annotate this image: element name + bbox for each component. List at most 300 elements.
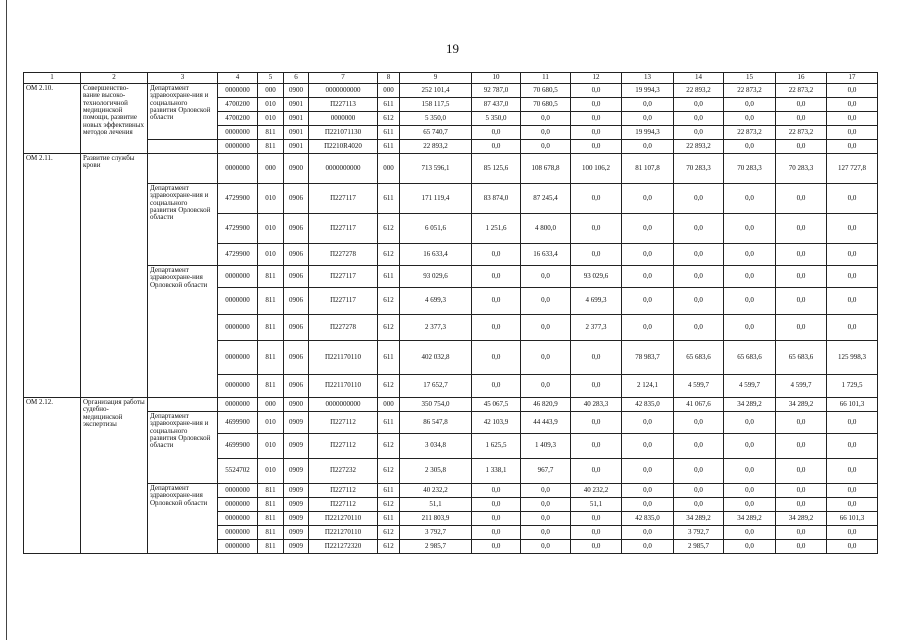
value-cell: 000 (258, 84, 284, 98)
table-row (24, 184, 878, 214)
table-row (24, 398, 878, 412)
value-cell: 0000000 (218, 398, 258, 412)
administrator-cell (148, 154, 218, 184)
administrator-cell: Департамент здравоохране-ния Орловской области (148, 266, 218, 398)
value-cell: 0,0 (776, 412, 827, 434)
value-cell: 0,0 (827, 140, 878, 154)
value-cell: 0000000 (218, 540, 258, 554)
value-cell: 158 117,5 (400, 98, 472, 112)
value-cell: 100 106,2 (571, 154, 622, 184)
value-cell: 4 599,7 (724, 375, 776, 398)
value-cell: 0,0 (776, 459, 827, 484)
value-cell: 0,0 (472, 526, 521, 540)
value-cell: 0,0 (776, 434, 827, 459)
value-cell: 402 032,8 (400, 341, 472, 375)
value-cell: 000 (378, 84, 400, 98)
value-cell: 0906 (284, 214, 309, 244)
value-cell: 3 792,7 (400, 526, 472, 540)
value-cell: 40 232,2 (400, 484, 472, 498)
value-cell: 2 985,7 (400, 540, 472, 554)
value-cell: 0000000 (218, 315, 258, 341)
value-cell: 0,0 (472, 375, 521, 398)
value-cell: П227112 (309, 484, 378, 498)
value-cell: 93 029,6 (571, 266, 622, 288)
value-cell: 0,0 (622, 526, 674, 540)
value-cell: 0906 (284, 341, 309, 375)
header-cell: 7 (309, 73, 378, 84)
value-cell: 0,0 (776, 315, 827, 341)
value-cell: 612 (378, 244, 400, 266)
value-cell: 19 994,3 (622, 84, 674, 98)
value-cell: 65 740,7 (400, 126, 472, 140)
value-cell: П227113 (309, 98, 378, 112)
value-cell: 0,0 (622, 540, 674, 554)
value-cell: 612 (378, 375, 400, 398)
value-cell: 611 (378, 126, 400, 140)
value-cell: 0000000 (309, 112, 378, 126)
value-cell: 0,0 (622, 412, 674, 434)
value-cell: 0,0 (724, 140, 776, 154)
value-cell: 000 (258, 398, 284, 412)
value-cell: 0,0 (827, 98, 878, 112)
value-cell: 252 101,4 (400, 84, 472, 98)
value-cell: 81 107,8 (622, 154, 674, 184)
value-cell: 5524702 (218, 459, 258, 484)
value-cell: 4729900 (218, 244, 258, 266)
value-cell: 0000000 (218, 512, 258, 526)
value-cell: 5 350,0 (400, 112, 472, 126)
value-cell: 0,0 (827, 459, 878, 484)
value-cell: 0,0 (622, 140, 674, 154)
table-row (24, 412, 878, 434)
value-cell: 0,0 (622, 214, 674, 244)
header-cell: 17 (827, 73, 878, 84)
value-cell: 611 (378, 184, 400, 214)
value-cell: 0906 (284, 288, 309, 315)
value-cell: 108 678,8 (521, 154, 571, 184)
value-cell: 0,0 (622, 112, 674, 126)
value-cell: 42 103,9 (472, 412, 521, 434)
value-cell: 0000000 (218, 84, 258, 98)
value-cell: 0,0 (724, 112, 776, 126)
value-cell: 3 034,8 (400, 434, 472, 459)
value-cell: 0000000 (218, 140, 258, 154)
value-cell: 0,0 (571, 459, 622, 484)
value-cell: 22 873,2 (724, 84, 776, 98)
header-row (24, 73, 878, 84)
value-cell: 010 (258, 98, 284, 112)
value-cell: 0,0 (622, 315, 674, 341)
value-cell: 0000000 (218, 288, 258, 315)
value-cell: 0,0 (571, 98, 622, 112)
value-cell: 66 101,3 (827, 512, 878, 526)
value-cell: 0,0 (674, 244, 724, 266)
value-cell: 87 437,0 (472, 98, 521, 112)
value-cell: 0,0 (776, 498, 827, 512)
value-cell: 0906 (284, 266, 309, 288)
value-cell: 612 (378, 288, 400, 315)
value-cell: П227117 (309, 184, 378, 214)
value-cell: 0,0 (622, 244, 674, 266)
value-cell: 41 067,6 (674, 398, 724, 412)
header-cell: 5 (258, 73, 284, 84)
value-cell: П221071130 (309, 126, 378, 140)
value-cell: 0909 (284, 526, 309, 540)
value-cell: 127 727,8 (827, 154, 878, 184)
value-cell: 0,0 (776, 540, 827, 554)
value-cell: 0,0 (674, 214, 724, 244)
value-cell: 0909 (284, 484, 309, 498)
value-cell: 811 (258, 484, 284, 498)
value-cell: 0,0 (724, 266, 776, 288)
value-cell: 0000000 (218, 484, 258, 498)
value-cell: 000 (258, 154, 284, 184)
value-cell: 0,0 (776, 184, 827, 214)
value-cell: 0,0 (571, 434, 622, 459)
value-cell: 0,0 (674, 498, 724, 512)
value-cell: 811 (258, 540, 284, 554)
value-cell: 0,0 (571, 512, 622, 526)
value-cell: 0,0 (674, 484, 724, 498)
value-cell: 0,0 (674, 288, 724, 315)
value-cell: 78 983,7 (622, 341, 674, 375)
value-cell: П221270110 (309, 512, 378, 526)
value-cell: 4699900 (218, 434, 258, 459)
value-cell: 010 (258, 412, 284, 434)
value-cell: 0,0 (472, 126, 521, 140)
value-cell: 0,0 (521, 288, 571, 315)
value-cell: 0,0 (827, 434, 878, 459)
value-cell: П227112 (309, 434, 378, 459)
value-cell: 0,0 (827, 112, 878, 126)
value-cell: 0,0 (674, 434, 724, 459)
value-cell: 92 787,0 (472, 84, 521, 98)
value-cell: 0,0 (622, 434, 674, 459)
value-cell: 0000000 (218, 154, 258, 184)
table-row (24, 140, 878, 154)
value-cell: 611 (378, 98, 400, 112)
value-cell: 0900 (284, 398, 309, 412)
value-cell: 0,0 (571, 412, 622, 434)
value-cell: 612 (378, 459, 400, 484)
value-cell: 010 (258, 112, 284, 126)
value-cell: 0,0 (472, 140, 521, 154)
header-cell: 6 (284, 73, 309, 84)
value-cell: 611 (378, 484, 400, 498)
value-cell: 1 251,6 (472, 214, 521, 244)
value-cell: П227112 (309, 412, 378, 434)
value-cell: 0,0 (724, 540, 776, 554)
value-cell: 1 625,5 (472, 434, 521, 459)
value-cell: 0,0 (724, 412, 776, 434)
value-cell: 811 (258, 498, 284, 512)
value-cell: 0,0 (827, 540, 878, 554)
value-cell: 0,0 (622, 98, 674, 112)
value-cell: 0901 (284, 112, 309, 126)
value-cell: 6 051,6 (400, 214, 472, 244)
value-cell: 0,0 (521, 526, 571, 540)
value-cell: 0900 (284, 84, 309, 98)
value-cell: 22 873,2 (724, 126, 776, 140)
value-cell: 000 (378, 398, 400, 412)
value-cell: 612 (378, 540, 400, 554)
administrator-cell: Департамент здравоохране-ния и социального развития Орловской области (148, 84, 218, 140)
value-cell: 0,0 (776, 214, 827, 244)
measure-code: ОМ 2.11. (24, 154, 81, 398)
value-cell: 611 (378, 140, 400, 154)
value-cell: 70 283,3 (776, 154, 827, 184)
value-cell: 0,0 (521, 140, 571, 154)
value-cell: 612 (378, 526, 400, 540)
value-cell: 45 067,5 (472, 398, 521, 412)
header-cell: 3 (148, 73, 218, 84)
value-cell: 612 (378, 112, 400, 126)
header-cell: 14 (674, 73, 724, 84)
value-cell: 0,0 (776, 266, 827, 288)
value-cell: 0,0 (674, 112, 724, 126)
value-cell: 40 283,3 (571, 398, 622, 412)
value-cell: 811 (258, 126, 284, 140)
value-cell: 0906 (284, 315, 309, 341)
value-cell: П221270110 (309, 526, 378, 540)
value-cell: 0,0 (724, 98, 776, 112)
value-cell: П227278 (309, 315, 378, 341)
value-cell: 010 (258, 184, 284, 214)
value-cell: 4729900 (218, 184, 258, 214)
header-cell: 10 (472, 73, 521, 84)
value-cell: 83 874,0 (472, 184, 521, 214)
value-cell: 0,0 (571, 126, 622, 140)
header-cell: 12 (571, 73, 622, 84)
value-cell: 0,0 (827, 244, 878, 266)
value-cell: 0906 (284, 184, 309, 214)
header-cell: 1 (24, 73, 81, 84)
value-cell: 1 409,3 (521, 434, 571, 459)
value-cell: 0000000 (218, 498, 258, 512)
value-cell: 0,0 (724, 214, 776, 244)
measure-code: ОМ 2.12. (24, 398, 81, 554)
value-cell: 0,0 (827, 184, 878, 214)
value-cell: П221170110 (309, 341, 378, 375)
value-cell: 4 699,3 (400, 288, 472, 315)
value-cell: 70 680,5 (521, 98, 571, 112)
value-cell: П227278 (309, 244, 378, 266)
value-cell: 611 (378, 266, 400, 288)
value-cell: 811 (258, 375, 284, 398)
value-cell: 0,0 (776, 112, 827, 126)
value-cell: 0,0 (724, 244, 776, 266)
value-cell: 811 (258, 315, 284, 341)
header-cell: 16 (776, 73, 827, 84)
value-cell: П221272320 (309, 540, 378, 554)
value-cell: 0,0 (674, 126, 724, 140)
value-cell: 4 599,7 (776, 375, 827, 398)
value-cell: 0909 (284, 540, 309, 554)
value-cell: 1 729,5 (827, 375, 878, 398)
value-cell: 0,0 (521, 484, 571, 498)
value-cell: 22 893,2 (674, 84, 724, 98)
value-cell: 5 350,0 (472, 112, 521, 126)
measure-name: Организация работы судебно-медицинской экспертизы (81, 398, 148, 554)
administrator-cell: Департамент здравоохране-ния и социального развития Орловской области (148, 184, 218, 266)
table-row (24, 484, 878, 498)
value-cell: 0,0 (571, 244, 622, 266)
value-cell: 611 (378, 412, 400, 434)
value-cell: 811 (258, 140, 284, 154)
value-cell: 811 (258, 266, 284, 288)
value-cell: 010 (258, 244, 284, 266)
value-cell: 34 289,2 (724, 398, 776, 412)
value-cell: 0900 (284, 154, 309, 184)
value-cell: 3 792,7 (674, 526, 724, 540)
value-cell: 93 029,6 (400, 266, 472, 288)
value-cell: 42 835,0 (622, 512, 674, 526)
value-cell: 171 119,4 (400, 184, 472, 214)
value-cell: 0,0 (776, 244, 827, 266)
value-cell: 0,0 (521, 266, 571, 288)
value-cell: 0909 (284, 512, 309, 526)
value-cell: 0,0 (472, 498, 521, 512)
value-cell: 0,0 (571, 112, 622, 126)
value-cell: П227232 (309, 459, 378, 484)
value-cell: 85 125,6 (472, 154, 521, 184)
value-cell: 16 633,4 (400, 244, 472, 266)
administrator-cell (148, 140, 218, 154)
value-cell: 0,0 (622, 498, 674, 512)
value-cell: 811 (258, 288, 284, 315)
budget-table (23, 72, 878, 554)
value-cell: 0,0 (724, 184, 776, 214)
value-cell: 0,0 (674, 315, 724, 341)
value-cell: 811 (258, 512, 284, 526)
value-cell: 70 680,5 (521, 84, 571, 98)
value-cell: 4699900 (218, 412, 258, 434)
value-cell: 42 835,0 (622, 398, 674, 412)
value-cell: 612 (378, 498, 400, 512)
value-cell: 70 283,3 (724, 154, 776, 184)
administrator-cell: Департамент здравоохране-ния Орловской области (148, 484, 218, 554)
header-cell: 2 (81, 73, 148, 84)
header-cell: 8 (378, 73, 400, 84)
value-cell: 0000000 (218, 266, 258, 288)
value-cell: 0,0 (724, 484, 776, 498)
value-cell: 0000000 (218, 126, 258, 140)
value-cell: 0906 (284, 244, 309, 266)
value-cell: 86 547,8 (400, 412, 472, 434)
value-cell: 19 994,3 (622, 126, 674, 140)
value-cell: 65 683,6 (724, 341, 776, 375)
value-cell: 0,0 (827, 266, 878, 288)
value-cell: 0,0 (827, 126, 878, 140)
value-cell: 0,0 (827, 412, 878, 434)
value-cell: 811 (258, 341, 284, 375)
value-cell: 0,0 (472, 512, 521, 526)
value-cell: 0,0 (724, 288, 776, 315)
value-cell: 0000000000 (309, 398, 378, 412)
value-cell: 010 (258, 459, 284, 484)
header-cell: 9 (400, 73, 472, 84)
value-cell: П227117 (309, 266, 378, 288)
value-cell: 0,0 (571, 341, 622, 375)
value-cell: 0,0 (827, 315, 878, 341)
value-cell: 0,0 (827, 84, 878, 98)
value-cell: 44 443,9 (521, 412, 571, 434)
value-cell: 0,0 (472, 484, 521, 498)
value-cell: 0000000 (218, 526, 258, 540)
value-cell: 0906 (284, 375, 309, 398)
value-cell: 0,0 (724, 459, 776, 484)
value-cell: 2 124,1 (622, 375, 674, 398)
value-cell: 51,1 (400, 498, 472, 512)
value-cell: 0,0 (776, 140, 827, 154)
value-cell: 0,0 (472, 244, 521, 266)
value-cell: 0,0 (472, 540, 521, 554)
value-cell: 4729900 (218, 214, 258, 244)
value-cell: 0,0 (776, 526, 827, 540)
header-cell: 11 (521, 73, 571, 84)
value-cell: 611 (378, 512, 400, 526)
value-cell: 4 699,3 (571, 288, 622, 315)
value-cell: 0,0 (724, 498, 776, 512)
value-cell: 0909 (284, 412, 309, 434)
value-cell: 0000000000 (309, 84, 378, 98)
value-cell: 0,0 (521, 498, 571, 512)
value-cell: 1 338,1 (472, 459, 521, 484)
value-cell: 0,0 (521, 540, 571, 554)
header-cell: 15 (724, 73, 776, 84)
header-cell: 4 (218, 73, 258, 84)
value-cell: П227112 (309, 498, 378, 512)
value-cell: 0,0 (827, 526, 878, 540)
value-cell: 0,0 (571, 375, 622, 398)
value-cell: 0,0 (674, 98, 724, 112)
measure-name: Развитие службы крови (81, 154, 148, 398)
value-cell: П227117 (309, 214, 378, 244)
value-cell: 0,0 (776, 484, 827, 498)
value-cell: 51,1 (571, 498, 622, 512)
value-cell: 22 893,2 (400, 140, 472, 154)
value-cell: 0,0 (827, 214, 878, 244)
value-cell: 0,0 (571, 84, 622, 98)
value-cell: 65 683,6 (674, 341, 724, 375)
value-cell: 2 985,7 (674, 540, 724, 554)
value-cell: 4700200 (218, 98, 258, 112)
administrator-cell: Департамент здравоохране-ния и социального развития Орловской области (148, 412, 218, 484)
value-cell: П227117 (309, 288, 378, 315)
value-cell: 0901 (284, 126, 309, 140)
value-cell: 0,0 (472, 341, 521, 375)
value-cell: 0,0 (674, 266, 724, 288)
value-cell: 0,0 (776, 98, 827, 112)
measure-name: Совершенство-вание высоко-технологичной медицинской помощи, развитие новых эффективных методов лечения (81, 84, 148, 154)
value-cell: 22 873,2 (776, 126, 827, 140)
value-cell: 000 (378, 154, 400, 184)
value-cell: 612 (378, 315, 400, 341)
value-cell: 4 800,0 (521, 214, 571, 244)
value-cell: 0,0 (776, 288, 827, 315)
value-cell: 967,7 (521, 459, 571, 484)
value-cell: 010 (258, 214, 284, 244)
value-cell: 713 596,1 (400, 154, 472, 184)
value-cell: 125 998,3 (827, 341, 878, 375)
value-cell: 211 803,9 (400, 512, 472, 526)
administrator-cell (148, 398, 218, 412)
value-cell: 0,0 (724, 526, 776, 540)
value-cell: 0,0 (827, 484, 878, 498)
value-cell: 0,0 (521, 512, 571, 526)
value-cell: 0,0 (827, 498, 878, 512)
value-cell: 0,0 (472, 315, 521, 341)
